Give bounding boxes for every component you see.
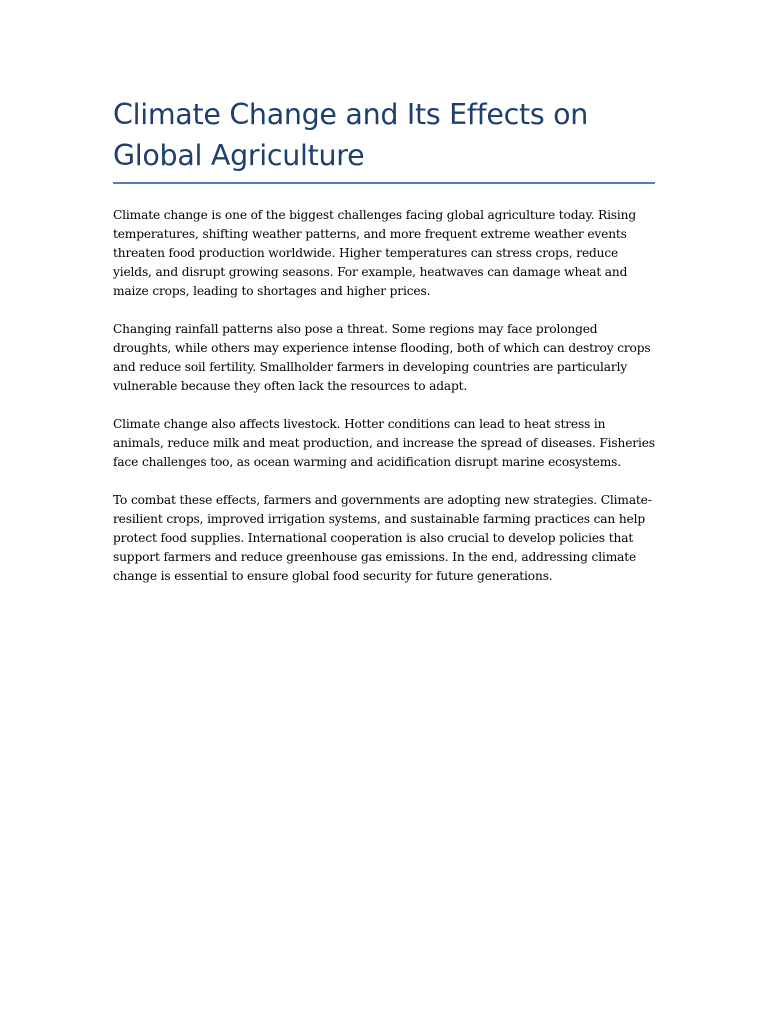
document-page <box>113 94 655 605</box>
paragraph-3: Climate change also affects livestock. Hotter conditions can lead to heat stress in animals, reduce milk and meat production, and increase the spread of diseases. Fisheries face challenges too, as ocean warming and acidification disrupt marine ecosystems. <box>113 417 655 469</box>
title-underline-rule <box>113 182 655 184</box>
paragraph-2: Changing rainfall patterns also pose a threat. Some regions may face prolonged droughts, while others may experience intense flooding, both of which can destroy crops and reduce soil fertility. Smallholder farmers in developing countries are particularly vulnerable because they often lack the resources to adapt. <box>113 322 651 393</box>
document-title: Climate Change and Its Effects on Global Agriculture <box>113 98 589 172</box>
paragraph-4: To combat these effects, farmers and governments are adopting new strategies. Climate-resilient crops, improved irrigation systems, and sustainable farming practices can help protect food supplies. International cooperation is also crucial to develop policies that support farmers and reduce greenhouse gas emissions. In the end, addressing climate change is essential to ensure global food security for future generations. <box>113 493 652 583</box>
paragraph-1: Climate change is one of the biggest challenges facing global agriculture today. Rising temperatures, shifting weather patterns, and more frequent extreme weather events threaten food production worldwide. Higher temperatures can stress crops, reduce yields, and disrupt growing seasons. For example, heatwaves can damage wheat and maize crops, leading to shortages and higher prices. <box>113 208 637 298</box>
